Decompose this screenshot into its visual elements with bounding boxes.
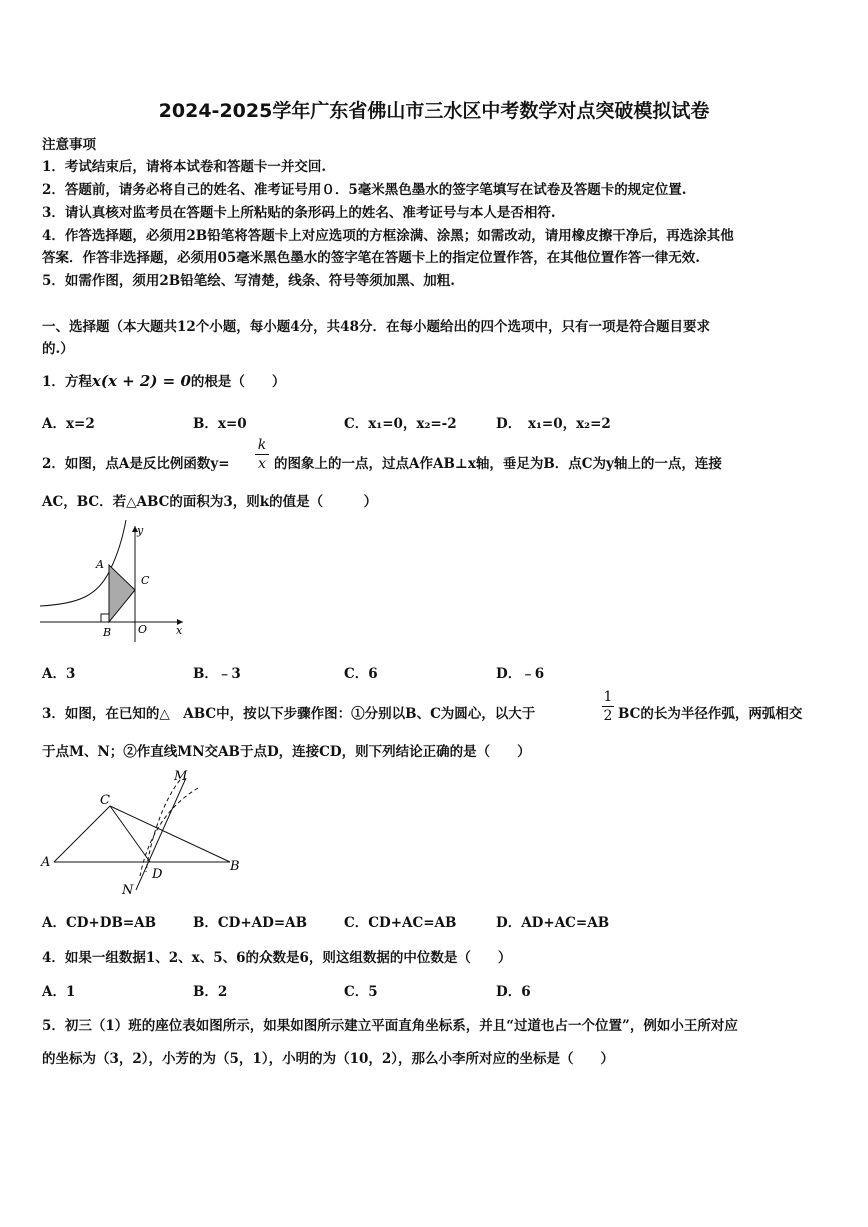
page-title: 2024-2025学年广东省佛山市三水区中考数学对点突破模拟试卷	[158, 100, 710, 122]
q2-frac-den: x	[258, 456, 266, 472]
notice-item: 5．如需作图，须用2B铅笔绘、写清楚，线条、符号等须加黑、加粗.	[42, 273, 455, 289]
q2-label-o: O	[138, 623, 148, 636]
q3-option-d: D．AD+AC=AB	[496, 915, 610, 931]
q3-suffix: BC的长为半径作弧，两弧相交	[618, 706, 803, 722]
notice-item: 答案．作答非选择题，必须用05毫米黑色墨水的签字笔在答题卡上的指定位置作答，在其他位置作答一律无效.	[42, 250, 700, 266]
q3-label-c: C	[100, 793, 110, 808]
q3-option-c: C．CD+AC=AB	[344, 915, 457, 931]
q3-option-b: B．CD+AD=AB	[193, 915, 308, 931]
q1-option-d: D． x₁=0，x₂=2	[496, 416, 611, 432]
q3-label-d: D	[152, 867, 163, 882]
q2-option-d: D．﹣6	[496, 666, 545, 682]
section-heading: 一、选择题（本大题共12个小题，每小题4分，共48分．在每小题给出的四个选项中，只有一项是符合题目要求	[42, 319, 710, 335]
q3-line2: 于点M、N；②作直线MN交AB于点D，连接CD，则下列结论正确的是（ ）	[42, 744, 531, 760]
q2-fraction	[255, 438, 269, 471]
q2-label-x: x	[176, 624, 183, 637]
q2-line2: AC，BC．若△ABC的面积为3，则k的值是（ ）	[42, 494, 378, 510]
q2-prefix: 2．如图，点A是反比例函数y=	[42, 456, 230, 472]
notice-heading: 注意事项	[42, 137, 96, 153]
q1-option-b: B．x=0	[193, 416, 247, 432]
q3-prefix: 3．如图，在已知的△ ABC中，按以下步骤作图：①分别以B、C为圆心，以大于	[42, 706, 536, 722]
q3-frac-num: 1	[603, 689, 613, 705]
q3-frac-den: 2	[603, 708, 613, 724]
q2-label-a: A	[96, 558, 104, 571]
q2-label-b: B	[103, 626, 112, 639]
q4-option-b: B．2	[193, 984, 228, 1000]
q3-fraction	[602, 690, 614, 723]
q2-option-b: B．﹣3	[193, 666, 241, 682]
notice-item: 3．请认真核对监考员在答题卡上所粘贴的条形码上的姓名、准考证号与本人是否相符.	[42, 205, 556, 221]
q3-label-b: B	[230, 859, 240, 874]
question-4: 4．如果一组数据1、2、x、5、6的众数是6，则这组数据的中位数是（ ）	[42, 950, 512, 966]
question-5-cont: 的坐标为（3，2），小芳的为（5，1），小明的为（10，2），那么小李所对应的坐标是（ ）	[42, 1051, 615, 1067]
q2-figure	[38, 518, 193, 646]
q2-frac-num: k	[257, 437, 267, 453]
notice-item: 1．考试结束后，请将本试卷和答题卡一并交回.	[42, 159, 327, 175]
q1-prefix: 1．方程	[42, 374, 92, 390]
q3-label-m: M	[174, 769, 188, 784]
q1-equation: x(x + 2) = 0	[91, 372, 191, 390]
q4-option-a: A．1	[42, 984, 76, 1000]
q2-suffix: 的图象上的一点，过点A作AB⊥x轴，垂足为B．点C为y轴上的一点，连接	[274, 456, 722, 472]
q1-option-a: A．x=2	[42, 416, 95, 432]
notice-item: 2．答题前，请务必将自己的姓名、准考证号用０．5毫米黑色墨水的签字笔填写在试卷及答题卡的规定位置.	[42, 182, 687, 198]
q2-option-a: A．3	[42, 666, 76, 682]
q1-option-c: C．x₁=0，x₂=-2	[344, 416, 457, 432]
q3-label-n: N	[122, 883, 134, 898]
question-5: 5．初三（1）班的座位表如图所示，如果如图所示建立平面直角坐标系，并且“过道也占一个位置”，例如小王所对应	[42, 1018, 738, 1034]
q4-option-d: D．6	[496, 984, 531, 1000]
q2-option-c: C．6	[344, 666, 378, 682]
question-1	[42, 370, 285, 390]
q3-option-a: A．CD+DB=AB	[42, 915, 157, 931]
q3-figure	[38, 766, 248, 898]
q3-label-a: A	[41, 855, 51, 870]
notice-item: 4．作答选择题，必须用2B铅笔将答题卡上对应选项的方框涂满、涂黑；如需改动，请用橡皮擦干净后，再选涂其他	[42, 228, 734, 244]
q2-label-c: C	[141, 574, 150, 587]
q1-suffix: 的根是（ ）	[190, 374, 286, 390]
section-heading-cont: 的.）	[42, 341, 74, 357]
q2-label-y: y	[137, 524, 144, 537]
q4-option-c: C．5	[344, 984, 378, 1000]
